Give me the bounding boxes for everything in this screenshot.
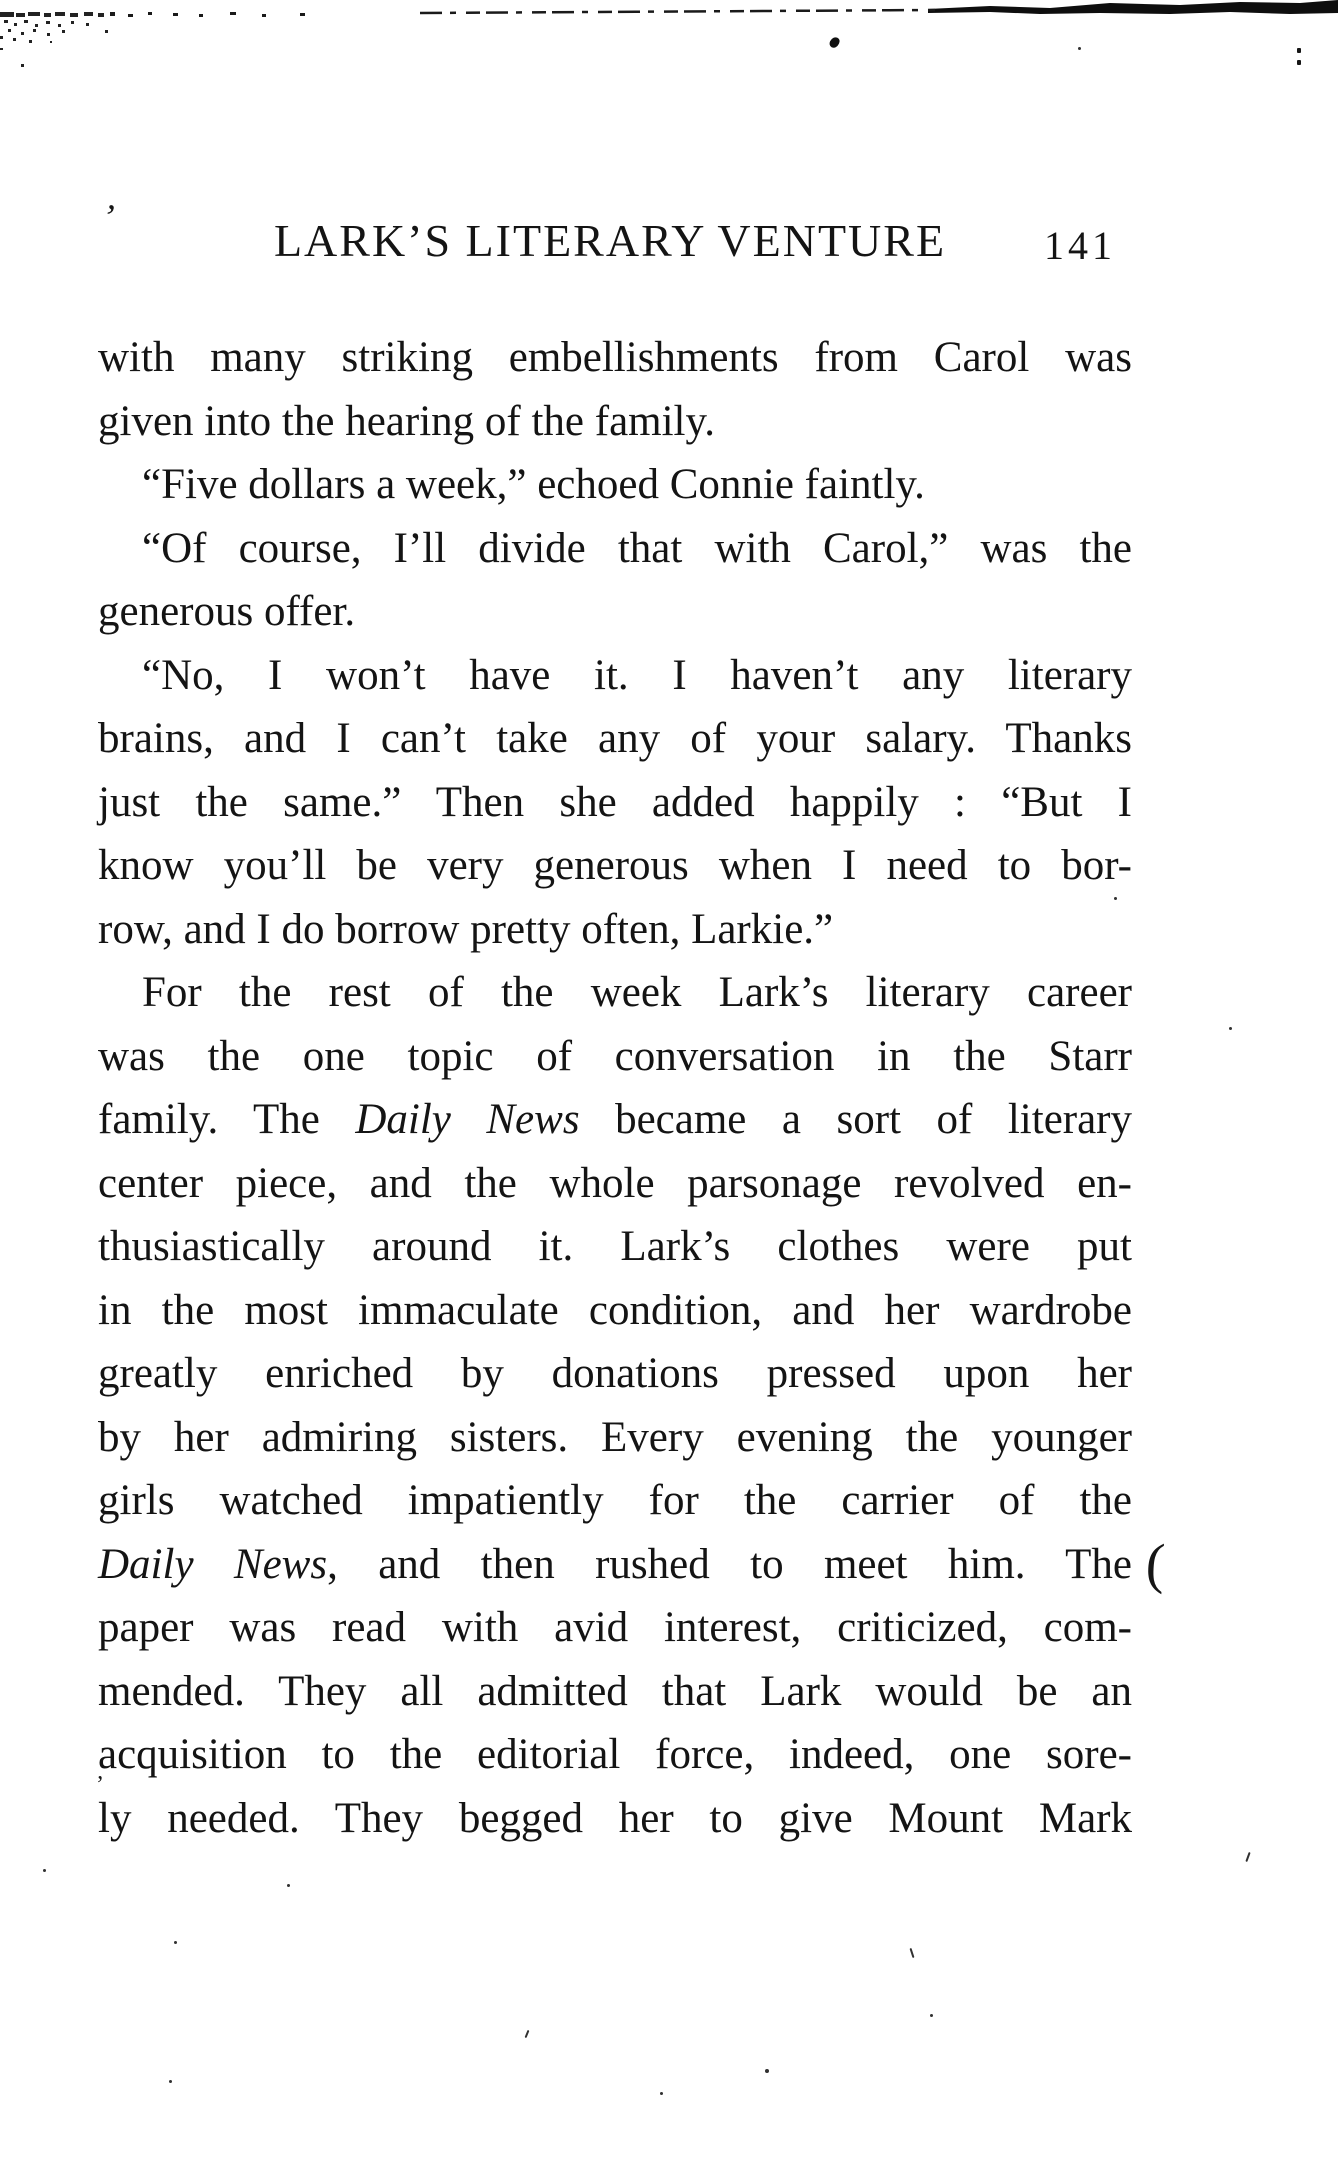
ink-speck	[1229, 1027, 1232, 1030]
running-title: LARK’S LITERARY VENTURE	[273, 215, 947, 266]
body-text	[98, 326, 1132, 1850]
ink-speck	[287, 1884, 290, 1887]
text-line: greatly enriched by donations pressed upon her	[98, 1350, 1132, 1397]
ink-speck	[765, 2069, 769, 2073]
text-line: family. The Daily News became a sort of literary	[98, 1096, 1133, 1143]
text-line: brains, and I can’t take any of your salary. Thanks	[98, 715, 1132, 762]
ink-speck	[1297, 48, 1301, 53]
ink-speck	[525, 2030, 530, 2038]
text-line: generous offer.	[98, 588, 356, 635]
text-line: thusiastically around it. Lark’s clothes were put	[98, 1223, 1132, 1270]
ink-speck	[169, 2080, 172, 2083]
text-line: “No, I won’t have it. I haven’t any literary	[142, 651, 1132, 699]
text-line: For the rest of the week Lark’s literary career	[142, 969, 1132, 1016]
ink-speck	[43, 1869, 46, 1872]
text-line: in the most immaculate condition, and her wardrobe	[98, 1286, 1132, 1334]
text-line: center piece, and the whole parsonage revolved en-	[98, 1159, 1132, 1207]
margin-paren-artifact: (	[1144, 1532, 1167, 1596]
text-line: know you’ll be very generous when I need to bor-	[98, 842, 1132, 889]
ink-speck	[660, 2092, 663, 2095]
ink-speck	[1078, 47, 1081, 50]
ink-speck	[1297, 60, 1301, 65]
ink-speck	[930, 2014, 933, 2017]
text-line: given into the hearing of the family.	[98, 397, 715, 445]
text-line: girls watched impatiently for the carrier of the	[98, 1477, 1132, 1524]
ink-speck	[174, 1941, 177, 1944]
stray-apostrophe-mark: ’	[101, 196, 119, 238]
ink-speck	[910, 1948, 915, 1958]
text-line: just the same.” Then she added happily : “But I	[98, 778, 1132, 826]
ink-speck	[1245, 1852, 1250, 1862]
text-line: acquisition to the editorial force, indeed, one sore-	[98, 1731, 1132, 1778]
text-line: mended. They all admitted that Lark would be an	[98, 1667, 1132, 1715]
text-line: “Five dollars a week,” echoed Connie faintly.	[142, 461, 925, 508]
text-line: Daily News, and then rushed to meet him. The	[98, 1540, 1132, 1588]
ink-speck	[1114, 897, 1117, 900]
scan-edge-artifact	[0, 0, 1338, 70]
text-line: by her admiring sisters. Every evening the younger	[98, 1413, 1132, 1461]
page-number: 141	[1044, 223, 1116, 268]
text-line: row, and I do borrow pretty often, Larkie.”	[98, 905, 834, 953]
text-line: “Of course, I’ll divide that with Carol,” was the	[142, 524, 1132, 572]
text-line: was the one topic of conversation in the Starr	[98, 1032, 1132, 1080]
text-line: with many striking embellishments from Carol was	[98, 334, 1132, 381]
ly-tick-artifact: ’	[96, 1772, 104, 1798]
text-line: ly needed. They begged her to give Mount Mark	[98, 1794, 1132, 1842]
text-line: paper was read with avid interest, criticized, com-	[98, 1604, 1132, 1651]
